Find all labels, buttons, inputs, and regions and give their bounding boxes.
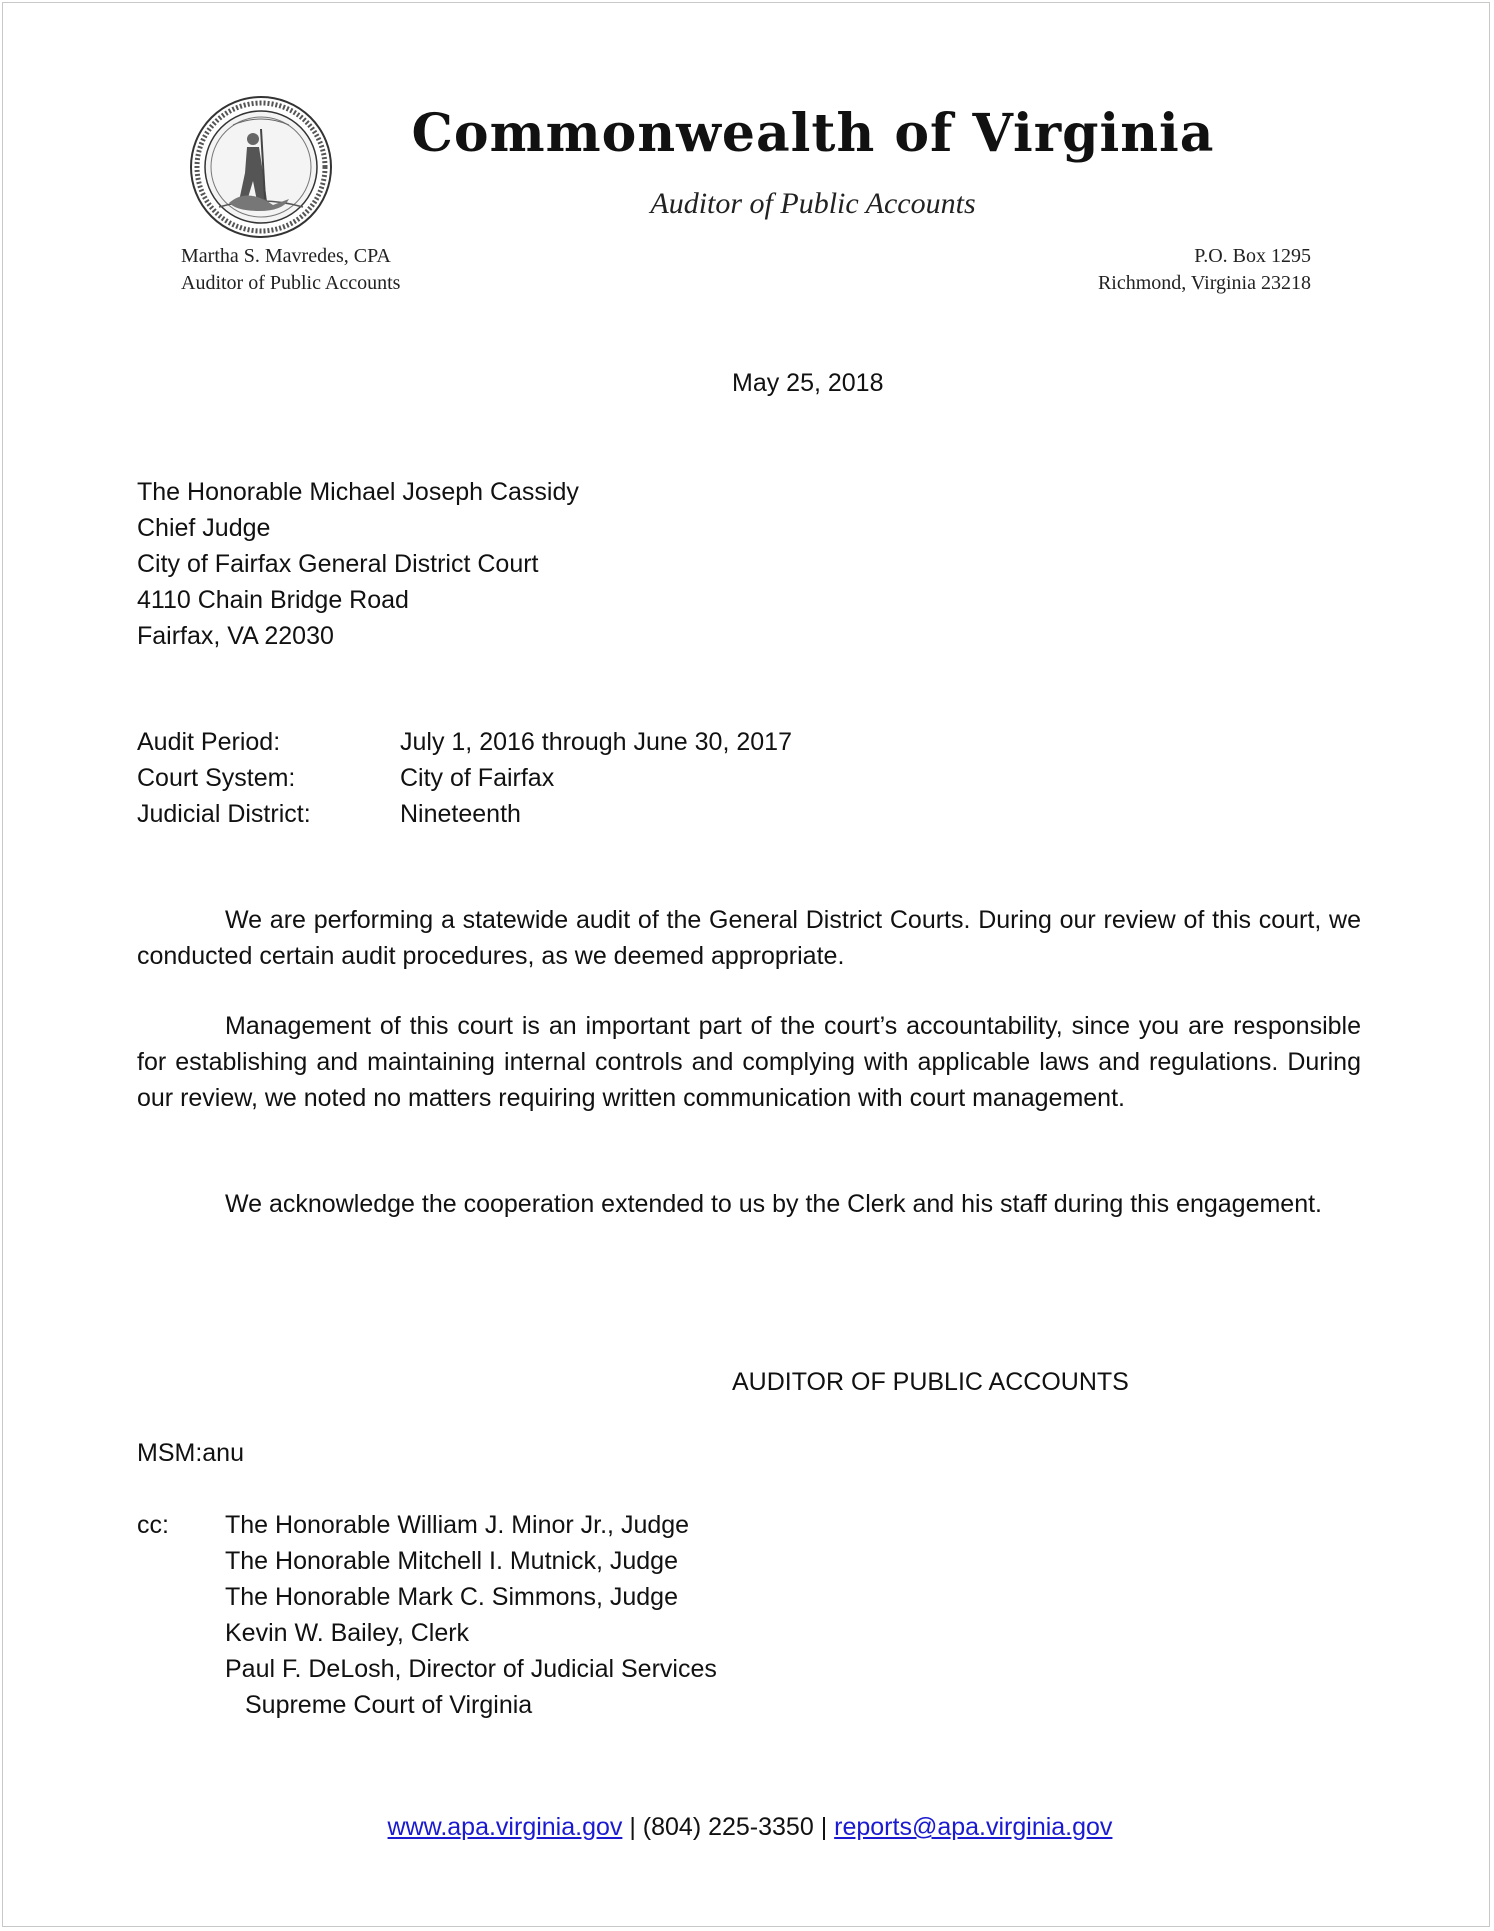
cc-block xyxy=(137,1507,717,1723)
meta-value: City of Fairfax xyxy=(400,764,555,792)
recipient-line: The Honorable Michael Joseph Cassidy xyxy=(137,478,579,506)
footer xyxy=(3,1809,1494,1845)
cc-list xyxy=(225,1507,717,1723)
meta-label: Audit Period: xyxy=(137,728,281,756)
cc-recipient: Paul F. DeLosh, Director of Judicial Services xyxy=(225,1655,717,1683)
signature-block: AUDITOR OF PUBLIC ACCOUNTS xyxy=(732,1368,1129,1396)
meta-value: July 1, 2016 through June 30, 2017 xyxy=(400,728,792,756)
reference-initials: MSM:anu xyxy=(137,1439,244,1467)
paragraph-text: Management of this court is an important part of the court’s accountability, since you are responsible for establishing and maintaining internal controls and complying with applicable laws and regulations. During our review, we noted no matters requiring written communication with court management. xyxy=(137,1012,1361,1112)
paragraph-text: We are performing a statewide audit of the General District Courts. During our review of this court, we conducted certain audit procedures, as we deemed appropriate. xyxy=(137,906,1361,970)
auditor-name-block xyxy=(181,243,400,297)
meta-value: Nineteenth xyxy=(400,800,521,828)
mailing-address-block xyxy=(1098,243,1311,297)
recipient-line: 4110 Chain Bridge Road xyxy=(137,586,409,614)
body-paragraph xyxy=(137,902,1361,974)
paragraph-text: We acknowledge the cooperation extended to us by the Clerk and his staff during this engagement. xyxy=(225,1190,1322,1218)
body-paragraph xyxy=(137,1186,1361,1222)
footer-separator: | xyxy=(813,1813,835,1841)
letterhead-subtitle: Auditor of Public Accounts xyxy=(650,187,976,220)
meta-label: Judicial District: xyxy=(137,800,311,828)
audit-details xyxy=(137,724,792,832)
auditor-name: Martha S. Mavredes, CPA xyxy=(181,245,391,267)
cc-recipient: The Honorable William J. Minor Jr., Judge xyxy=(225,1511,690,1539)
cc-recipient-organization: Supreme Court of Virginia xyxy=(245,1691,533,1719)
cc-label: cc: xyxy=(137,1511,169,1539)
website-link[interactable]: www.apa.virginia.gov xyxy=(387,1813,623,1841)
meta-label: Court System: xyxy=(137,764,296,792)
auditor-title: Auditor of Public Accounts xyxy=(181,272,401,294)
letter-page xyxy=(2,2,1490,1927)
po-box: P.O. Box 1295 xyxy=(1194,245,1311,267)
cc-recipient: The Honorable Mark C. Simmons, Judge xyxy=(225,1583,678,1611)
letterhead-title: Commonwealth of Virginia xyxy=(411,103,1215,164)
audit-period-row xyxy=(137,724,792,760)
recipient-line: Fairfax, VA 22030 xyxy=(137,622,334,650)
city-state-zip: Richmond, Virginia 23218 xyxy=(1097,272,1311,294)
recipient-address xyxy=(137,474,579,654)
recipient-line: Chief Judge xyxy=(137,514,271,542)
body-paragraph xyxy=(137,1008,1361,1116)
judicial-district-row xyxy=(137,796,792,832)
court-system-row xyxy=(137,760,792,796)
virginia-seal-icon xyxy=(189,95,333,239)
cc-recipient: The Honorable Mitchell I. Mutnick, Judge xyxy=(225,1547,678,1575)
cc-recipient: Kevin W. Bailey, Clerk xyxy=(225,1619,470,1647)
recipient-line: City of Fairfax General District Court xyxy=(137,550,539,578)
phone-number: (804) 225-3350 xyxy=(642,1813,814,1841)
email-link[interactable]: reports@apa.virginia.gov xyxy=(834,1813,1113,1841)
letter-date: May 25, 2018 xyxy=(732,369,884,397)
footer-separator: | xyxy=(622,1813,643,1841)
